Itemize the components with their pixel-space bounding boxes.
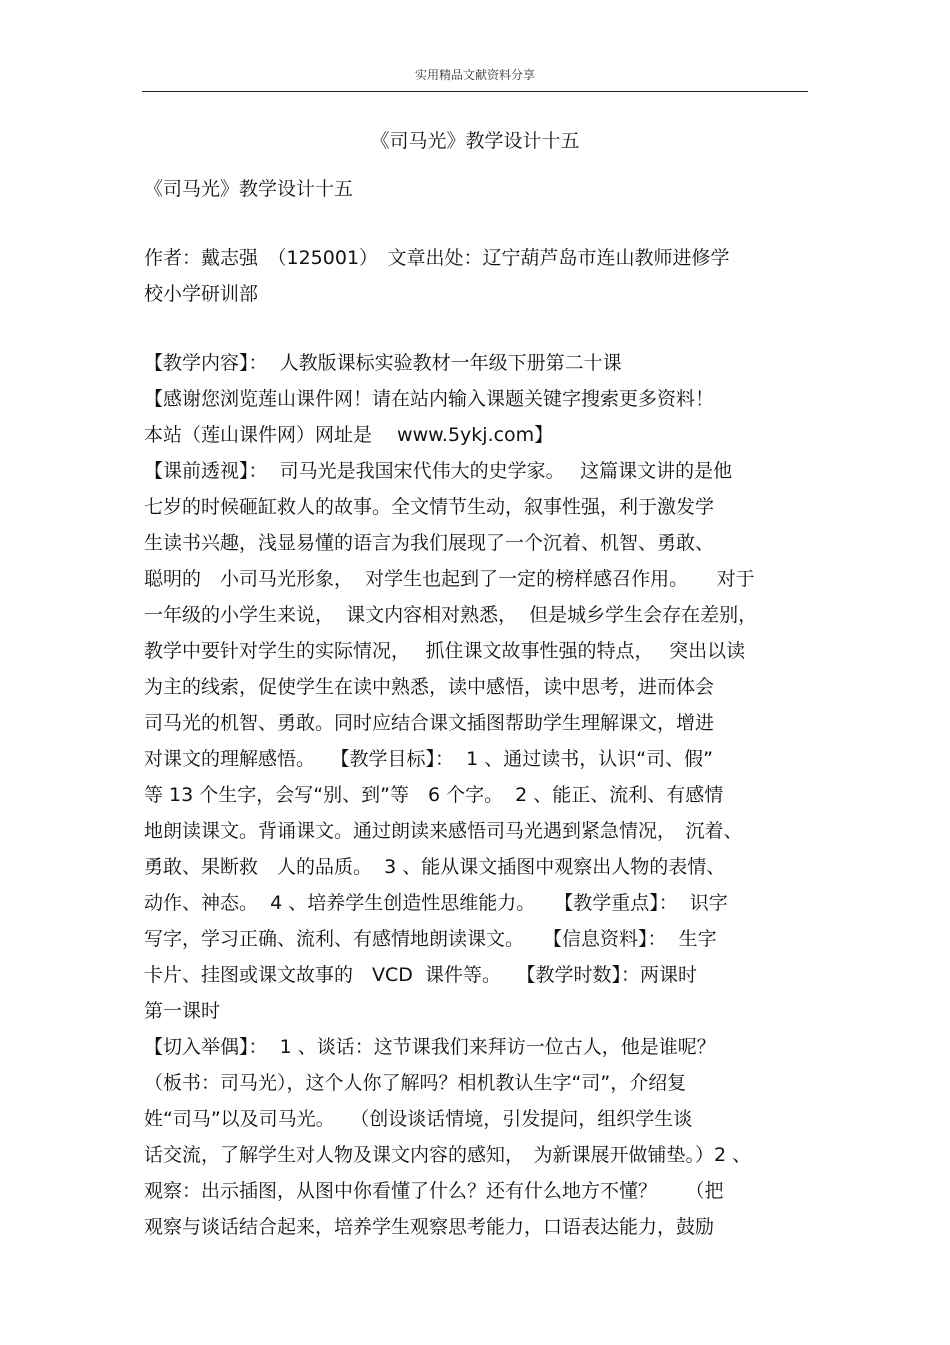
body-line: 聪明的 小司马光形象， 对学生也起到了一定的榜样感召作用。 对于 <box>144 568 755 590</box>
body-line: 【课前透视】： 司马光是我国宋代伟大的史学家。 这篇课文讲的是他 <box>144 460 733 482</box>
body-line: 校小学研训部 <box>144 283 259 305</box>
running-header: 实用精品文献资料分享 <box>414 68 535 82</box>
body-line: 一年级的小学生来说， 课文内容相对熟悉， 但是城乡学生会存在差别， <box>144 604 758 626</box>
body-line: 姓“司马”以及司马光。 （创设谈话情境，引发提问，组织学生谈 <box>144 1108 693 1130</box>
body-line: 地朗读课文。背诵课文。通过朗读来感悟司马光遇到紧急情况， 沉着、 <box>144 820 743 842</box>
body-line: 【教学内容】： 人教版课标实验教材一年级下册第二十课 <box>144 352 622 374</box>
body-line: 对课文的理解感悟。 【教学目标】： 1 、通过读书，认识“司、假” <box>144 748 713 770</box>
body-line: 写字，学习正确、流利、有感情地朗读课文。 【信息资料】： 生字 <box>144 928 717 950</box>
body-line: 本站（莲山课件网）网址是 www.5ykj.com】 <box>144 424 554 446</box>
body-line: 话交流，了解学生对人物及课文内容的感知， 为新课展开做铺垫。）2 、 <box>144 1144 752 1166</box>
body-line: 【切入举偶】： 1 、谈话：这节课我们来拜访一位古人，他是谁呢？ <box>144 1036 716 1058</box>
body-line: 动作、神态。 4 、培养学生创造性思维能力。 【教学重点】： 识字 <box>144 892 728 914</box>
body-line: （板书：司马光），这个人你了解吗？相机教认生字“司”，介绍复 <box>144 1072 687 1094</box>
body-line: 第一课时 <box>144 1000 221 1022</box>
body-line: 作者：戴志强 （125001） 文章出处：辽宁葫芦岛市连山教师进修学 <box>144 247 730 269</box>
body-line: 勇敢、果断救 人的品质。 3 、能从课文插图中观察出人物的表情、 <box>144 856 726 878</box>
body-line: 生读书兴趣，浅显易懂的语言为我们展现了一个沉着、机智、勇敢、 <box>144 532 715 554</box>
document-body <box>144 0 814 1345</box>
body-line: 司马光的机智、勇敢。同时应结合课文插图帮助学生理解课文，增进 <box>144 712 715 734</box>
body-line: 教学中要针对学生的实际情况， 抓住课文故事性强的特点， 突出以读 <box>144 640 746 662</box>
body-line: 七岁的时候砸缸救人的故事。全文情节生动，叙事性强，利于激发学 <box>144 496 715 518</box>
body-line: 为主的线索，促使学生在读中熟悉，读中感悟，读中思考，进而体会 <box>144 676 715 698</box>
body-line: 卡片、挂图或课文故事的 VCD 课件等。 【教学时数】：两课时 <box>144 964 698 986</box>
body-line: 《司马光》教学设计十五 <box>144 178 354 200</box>
body-line: 【感谢您浏览莲山课件网！请在站内输入课题关键字搜索更多资料！ <box>144 388 715 410</box>
body-line: 等 13 个生字，会写“别、到”等 6 个字。 2 、能正、流利、有感情 <box>144 784 724 806</box>
body-line: 观察：出示插图，从图中你看懂了什么？还有什么地方不懂？ （把 <box>144 1180 724 1202</box>
document-title: 《司马光》教学设计十五 <box>370 130 580 152</box>
body-line: 观察与谈话结合起来，培养学生观察思考能力，口语表达能力，鼓励 <box>144 1216 715 1238</box>
